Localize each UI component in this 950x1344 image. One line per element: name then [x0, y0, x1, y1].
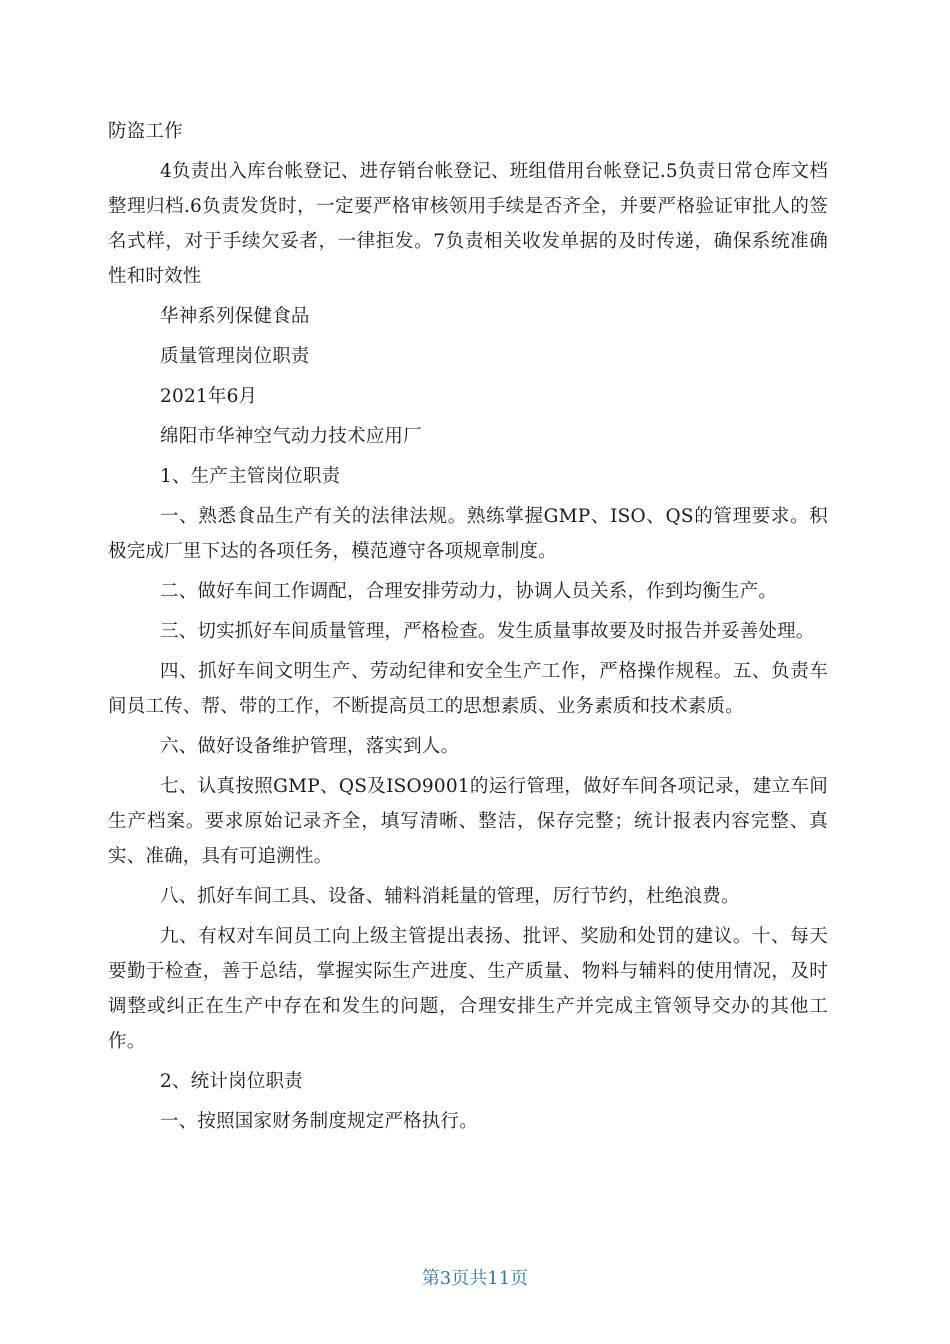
paragraph: 一、熟悉食品生产有关的法律法规。熟练掌握GMP、ISO、QS的管理要求。积极完成厂里下达的各项任务，模范遵守各项规章制度。 — [108, 506, 828, 562]
paragraph: 华神系列保健食品 — [160, 306, 310, 327]
page-number: 第3页共11页 — [421, 1268, 529, 1289]
paragraph: 七、认真按照GMP、QS及ISO9001的运行管理，做好车间各项记录，建立车间生产档案。要求原始记录齐全，填写清晰、整洁，保存完整；统计报表内容完整、真实、准确，具有可追溯性。 — [108, 776, 828, 867]
paragraph: 绵阳市华神空气动力技术应用厂 — [160, 426, 422, 447]
paragraph: 一、按照国家财务制度规定严格执行。 — [160, 1111, 478, 1132]
paragraph: 八、抓好车间工具、设备、辅料消耗量的管理，厉行节约，杜绝浪费。 — [160, 886, 740, 907]
paragraph: 三、切实抓好车间质量管理，严格检查。发生质量事故要及时报告并妥善处理。 — [160, 621, 815, 642]
section-heading: 1、生产主管岗位职责 — [160, 466, 341, 487]
paragraph: 2021年6月 — [160, 386, 258, 407]
paragraph: 四、抓好车间文明生产、劳动纪律和安全生产工作，严格操作规程。五、负责车间员工传、帮、带的工作，不断提高员工的思想素质、业务素质和技术素质。 — [108, 661, 828, 717]
paragraph: 质量管理岗位职责 — [160, 346, 310, 367]
paragraph: 4负责出入库台帐登记、进存销台帐登记、班组借用台帐登记.5负责日常仓库文档整理归档.6负责发货时，一定要严格审核领用手续是否齐全，并要严格验证审批人的签名式样，对于手续欠妥者，一律拒发。7负责相关收发单据的及时传递，确保系统准确性和时效性 — [108, 161, 828, 287]
paragraph: 九、有权对车间员工向上级主管提出表扬、批评、奖励和处罚的建议。十、每天要勤于检查，善于总结，掌握实际生产进度、生产质量、物料与辅料的使用情况，及时调整或纠正在生产中存在和发生的问题，合理安排生产并完成主管领导交办的其他工作。 — [108, 926, 828, 1052]
paragraph: 防盗工作 — [108, 121, 183, 142]
section-heading: 2、统计岗位职责 — [160, 1071, 303, 1092]
document-body — [108, 114, 828, 1144]
paragraph: 六、做好设备维护管理，落实到人。 — [160, 736, 460, 757]
paragraph: 二、做好车间工作调配，合理安排劳动力，协调人员关系，作到均衡生产。 — [160, 581, 778, 602]
